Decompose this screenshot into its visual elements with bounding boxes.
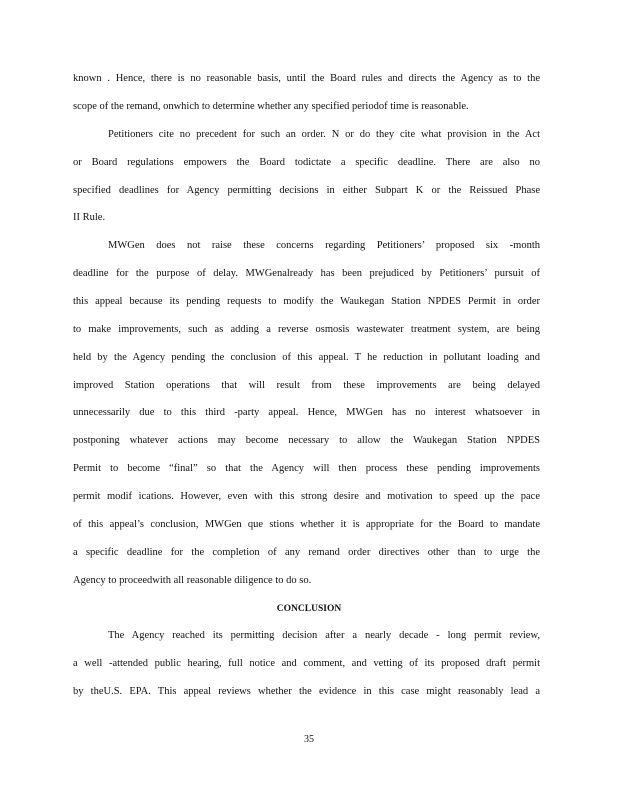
paragraph-3-line-1: MWGen does not raise these concerns regarding Petitioners’ proposed six -month [108,240,540,251]
paragraph-3-line-5: held by the Agency pending the conclusion of this appeal. T he reduction in pollutant loading and [73,352,540,363]
paragraph-3-line-9: Permit to become “final” so that the Agency will then process these pending improvements [73,463,540,474]
paragraph-3-line-11: of this appeal’s conclusion, MWGen que stions whether it is appropriate for the Board to mandate [73,519,540,530]
paragraph-3-line-7: unnecessarily due to this third -party appeal. Hence, MWGen has no interest whatsoever in [73,407,540,418]
paragraph-3-line-13: Agency to proceedwith all reasonable diligence to do so. [73,575,312,586]
paragraph-2-line-1: Petitioners cite no precedent for such an order. N or do they cite what provision in the Act [108,129,540,140]
paragraph-4-line-2: a well -attended public hearing, full notice and comment, and vetting of its proposed draft permit [73,658,540,669]
paragraph-3-line-2: deadline for the purpose of delay. MWGenalready has been prejudiced by Petitioners’ pursuit of [73,268,540,279]
paragraph-4-line-1: The Agency reached its permitting decision after a nearly decade - long permit review, [108,630,540,641]
paragraph-3-line-4: to make improvements, such as adding a reverse osmosis wastewater treatment system, are being [73,324,540,335]
paragraph-1-line-1: known . Hence, there is no reasonable basis, until the Board rules and directs the Agency as to the [73,73,540,84]
paragraph-3-line-10: permit modif ications. However, even with this strong desire and motivation to speed up the pace [73,491,540,502]
paragraph-2-line-3: specified deadlines for Agency permitting decisions in either Subpart K or the Reissued Phase [73,185,540,196]
paragraph-4-line-3: by theU.S. EPA. This appeal reviews whether the evidence in this case might reasonably lead a [73,686,540,697]
paragraph-3-line-8: postponing whatever actions may become necessary to allow the Waukegan Station NPDES [73,435,540,446]
paragraph-1-line-2: scope of the remand, onwhich to determine whether any specified periodof time is reasonable. [73,101,469,112]
paragraph-2-line-2: or Board regulations empowers the Board todictate a specific deadline. There are also no [73,157,540,168]
section-heading: CONCLUSION [276,604,342,614]
paragraph-3-line-12: a specific deadline for the completion of any remand order directives other than to urge the [73,547,540,558]
paragraph-2-line-4: II Rule. [73,212,106,223]
paragraph-3-line-3: this appeal because its pending requests to modify the Waukegan Station NPDES Permit in order [73,296,540,307]
page-number: 35 [304,734,314,745]
paragraph-3-line-6: improved Station operations that will result from these improvements are being delayed [73,380,540,391]
